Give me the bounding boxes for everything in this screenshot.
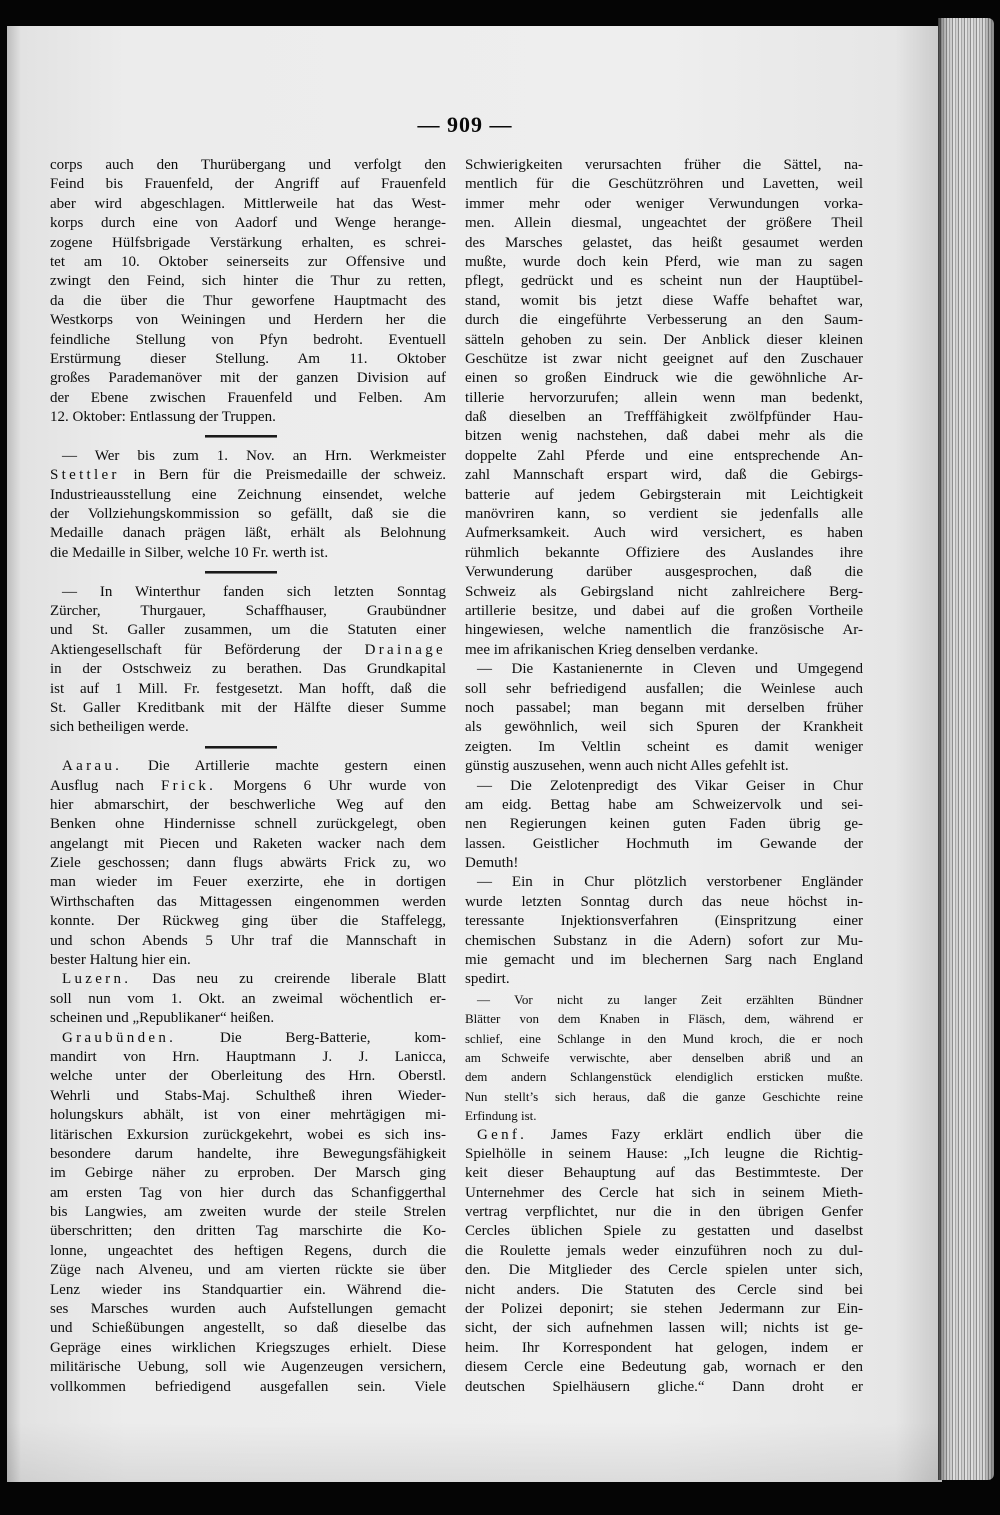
text-line: noch passabel; man begann mit derselben früher [465, 699, 863, 716]
text-line: mandirt von Hrn. Hauptmann J. J. Lanicca, [50, 1048, 446, 1065]
text-line: tet am 10. Oktober seinerseits zur Offensive und [50, 253, 446, 270]
text-line: soll sehr befriedigend ausfallen; die Weinlese auch [465, 680, 863, 697]
text-run: Die Berg-Batterie, kom- [176, 1029, 446, 1046]
text-line: bitzen wenig nachstehen, daß dabei mehr als die [465, 428, 863, 445]
book-page-edges [938, 18, 994, 1480]
spaced-dateline-word: Stettler [50, 467, 120, 484]
text-line: einen so großen Eindruck wie die gewöhnliche Ar- [465, 370, 863, 387]
text-line: 12. Oktober: Entlassung der Truppen. [50, 409, 276, 426]
text-line: lassen. Geistlicher Hochmuth im Gewande der [465, 835, 863, 852]
text-line: Verwunderung darüber ausgesprochen, daß die [465, 564, 863, 581]
text-line: bis Langwies, am zweiten wurde der steile Strelen [50, 1204, 446, 1221]
text-line: Geschütze ist zwar nicht geeignet auf den Zuschauer [465, 350, 863, 367]
article-paragraph [50, 583, 446, 738]
text-line: scheinen und „Republikaner“ heißen. [50, 1010, 275, 1027]
text-line: sicht, der sich aufnehmen lassen will; nichts ist ge- [465, 1320, 863, 1337]
text-line: litärischen Exkursion zurückgekehrt, wobei es sich ins- [50, 1126, 446, 1143]
text-line: soll nun vom 1. Okt. an zweimal wöchentlich er- [50, 990, 446, 1007]
text-line: durch die eingeführte Verbesserung an den Saum- [465, 312, 863, 329]
text-line: vollkommen befriedigend ausgefallen sein. Viele [50, 1378, 446, 1395]
text-line: men. Allein diesmal, ungeachtet der größere Theil [465, 215, 863, 232]
article-paragraph [50, 757, 446, 970]
text-line: teressante Injektionsverfahren (Einspritzung einer [465, 913, 863, 930]
text-line: aber wird abgeschlagen. Mittlerweile hat das West- [50, 195, 446, 212]
spaced-dateline-word: Aarau. [62, 758, 123, 775]
article-paragraph [50, 970, 446, 1028]
text-line: — In Winterthur fanden sich letzten Sonntag [62, 583, 446, 600]
text-run: Morgens 6 Uhr wurde von [216, 777, 446, 794]
text-line: chemischen Substanz in die Adern) sofort zur Mu- [465, 932, 863, 949]
text-line [50, 466, 446, 485]
text-line: — Ein in Chur plötzlich verstorbener Engländer [477, 874, 863, 891]
text-line: heim. Ihr Korrespondent hat gelogen, indem er [465, 1339, 863, 1356]
text-line: die Roulette jemals weder einzuführen noch zu dul- [465, 1242, 863, 1259]
text-line: Demuth! [465, 855, 519, 872]
text-line: bester Haltung hier ein. [50, 952, 191, 969]
text-line: Benken ohne Hindernisse schnell zurückgelegt, oben [50, 816, 446, 833]
text-line: batterie auf jedem Gebirgsterain mit Leichtigkeit [465, 486, 863, 503]
text-line: die Medaille in Silber, welche 10 Fr. werth ist. [50, 544, 329, 561]
text-line: mee im afrikanischen Krieg denselben verdanke. [465, 641, 759, 658]
text-line: nen Regierungen keinen guten Faden übrig ge- [465, 816, 863, 833]
text-line: Aufmerksamkeit. Auch wird versichert, es haben [465, 525, 863, 542]
text-line: mie gemacht und im blechernen Sarg nach England [465, 952, 863, 969]
text-line: wurde letzten Sonntag durch das neue höchst in- [465, 893, 863, 910]
spaced-dateline-word: Genf. [477, 1126, 528, 1143]
text-line: ses Marsches wurden auch Aufstellungen gemacht [50, 1301, 446, 1318]
text-line: Schwierigkeiten verursachten früher die Sättel, na- [465, 157, 863, 173]
text-line: Cercles üblichen Spiele zu gestatten und daselbst [465, 1223, 863, 1240]
article-paragraph [50, 1029, 446, 1397]
text-line: Erfindung ist. [465, 1108, 537, 1124]
text-run: in Bern für die Preismedaille der schweiz. [119, 467, 446, 484]
spaced-dateline-word: Graubünden. [62, 1029, 177, 1046]
article-paragraph [465, 660, 863, 776]
spaced-dateline-word: Drainage [364, 641, 446, 658]
text-line: hier abmarschirt, der beschwerliche Weg auf den [50, 796, 446, 813]
text-line: Feind bis Frauenfeld, der Angriff auf Frauenfeld [50, 176, 446, 193]
text-line: der Vollziehungskommission so gefällt, daß sie die [50, 506, 446, 523]
text-line: zahl Mannschaft erspart wird, daß die Gebirgs- [465, 467, 863, 484]
text-line: deutschen Spielhäusern gliche.“ Dann droht er [465, 1378, 863, 1395]
separator-line [205, 571, 277, 574]
text-line: Wehrli und Stabs-Maj. Schultheß ihren Wieder- [50, 1087, 446, 1104]
text-line: mentlich für die Geschützröhren und Lavetten, weil [465, 176, 863, 193]
text-line: daß dieselben an Trefffähigkeit zwölfpfünder Hau- [465, 409, 863, 426]
text-line: Nun stellt’s sich heraus, daß die ganze Geschichte reine [465, 1088, 863, 1104]
text-line: Westkorps von Weiningen und Herdern her die [50, 312, 446, 329]
text-line: holungskurs abhält, ist von einer mehrtägigen mi- [50, 1107, 446, 1124]
text-line: Medaille danach prägen läßt, erhält als Belohnung [50, 525, 446, 542]
text-line: Wirthschaften das Mittagessen eingenommen werden [50, 893, 446, 910]
text-line [50, 641, 446, 660]
text-line: den. Die Mitglieder des Cercle spielen unter sich, [465, 1262, 863, 1279]
text-run: Das neu zu creirende liberale Blatt [131, 971, 446, 988]
text-line: Lenz wieder ins Standquartier ein. Während die- [50, 1281, 446, 1298]
text-line: nicht anders. Die Statuten des Cercle sind bei [465, 1281, 863, 1298]
article-paragraph [465, 777, 863, 874]
text-line: hingewiesen, welche namentlich die französische Ar- [465, 622, 863, 639]
text-line: und Schießübungen angestellt, so daß dieselbe das [50, 1320, 446, 1337]
text-line: Industrieausstellung eine Zeichnung einsendet, welche [50, 486, 446, 503]
text-line: Schweiz als Gebirgsland nicht zahlreichere Berg- [465, 583, 863, 600]
small-print-paragraph [465, 990, 863, 1126]
text-line: artillerie besitze, und dabei auf die großen Vortheile [465, 602, 863, 619]
text-line: schlief, eine Schlange in den Mund kroch, die er noch [465, 1030, 863, 1046]
text-line: — Wer bis zum 1. Nov. an Hrn. Werkmeister [62, 447, 446, 464]
text-line: korps durch eine von Aadorf und Wenge herange- [50, 215, 446, 232]
article-paragraph [465, 1126, 863, 1397]
text-line: St. Galler Kreditbank mit der Hälfte dieser Summe [50, 699, 446, 716]
text-line: — Die Kastanienernte in Cleven und Umgegend [477, 661, 863, 678]
text-line: dem andern Schlangenstück elendiglich ersticken mußte. [465, 1069, 863, 1085]
text-line: und St. Galler zusammen, um die Statuten einer [50, 622, 446, 639]
text-line [50, 757, 446, 776]
article-paragraph [465, 873, 863, 989]
text-line: keit dieser Behauptung auf das Bestimmteste. Der [465, 1165, 863, 1182]
text-line: diesem Cercle eine Bedeutung gab, wornach er den [465, 1359, 863, 1376]
text-line: günstig auszusehen, wenn auch nicht Alles gefehlt ist. [465, 758, 789, 775]
article-paragraph [465, 156, 863, 660]
text-line: Unternehmer des Cercle hat sich in seinem Mieth- [465, 1184, 863, 1201]
text-line: sätteln gehoben zu sein. Der Anblick dieser kleinen [465, 331, 863, 348]
text-line: da die über die Thur geworfene Hauptmacht des [50, 292, 446, 309]
text-line [50, 970, 446, 989]
page-number-header: — 909 — [417, 112, 513, 137]
text-line: im Gebirge näher zu erproben. Der Marsch ging [50, 1165, 446, 1182]
text-line [50, 777, 446, 796]
text-line: überschritten; den dritten Tag marschirte die Ko- [50, 1223, 446, 1240]
text-line: — Die Zelotenpredigt des Vikar Geiser in Chur [477, 777, 863, 794]
left-column [50, 156, 446, 1397]
spaced-dateline-word: Frick. [161, 777, 217, 794]
text-run: Aktiengesellschaft für Beförderung der [50, 641, 365, 658]
text-line: immer mehr oder weniger Verwundungen vorka- [465, 195, 863, 212]
text-line: feindliche Stellung von Pfyn bedroht. Eventuell [50, 331, 446, 348]
text-line: großes Parademanöver mit der ganzen Division auf [50, 370, 446, 387]
spaced-dateline-word: Luzern. [62, 971, 132, 988]
text-line: in der Ostschweiz zu berathen. Das Grundkapital [50, 661, 446, 678]
text-line: Ziele geschossen; dann flugs abwärts Frick zu, wo [50, 855, 446, 872]
article-paragraph [50, 447, 446, 563]
text-line: des Marsches gelastet, das heißt gesaumet werden [465, 234, 863, 251]
text-run: James Fazy erklärt endlich über die [527, 1126, 863, 1143]
separator-rule [50, 738, 446, 757]
text-run: Die Artillerie machte gestern einen [122, 758, 446, 775]
text-line: Blätter von dem Knaben in Fläsch, dem, während er [465, 1011, 863, 1027]
text-line: am ersten Tag von hier durch das Schanfiggerthal [50, 1184, 446, 1201]
text-line: — Vor nicht zu langer Zeit erzählten Bündner [477, 991, 863, 1007]
text-line: konnte. Der Rückweg ging über die Staffelegg, [50, 913, 446, 930]
text-line: stand, womit bis jetzt diese Waffe behaftet war, [465, 292, 863, 309]
text-line: am eidg. Bettag habe am Schweizervolk und sei- [465, 796, 863, 813]
text-line: der Ebene zwischen Frauenfeld und Felben. Am [50, 389, 446, 406]
text-line: spedirt. [465, 971, 510, 988]
text-line: am Schweife verwischte, aber denselben abriß und an [465, 1049, 863, 1065]
text-line: corps auch den Thurübergang und verfolgt den [50, 157, 446, 173]
separator-line [205, 435, 277, 438]
text-line: zogene Hülfsbrigade Verstärkung erhalten, es schrei- [50, 234, 446, 251]
text-line: Züge nach Alveneu, und am vierten rückte sie über [50, 1262, 446, 1279]
text-line: zeigten. Im Veltlin scheint es damit weniger [465, 738, 863, 755]
text-line: Spielhölle in seinem Hause: „Ich leugne die Richtig- [465, 1145, 863, 1162]
text-line: Zürcher, Thurgauer, Schaffhauser, Graubündner [50, 602, 446, 619]
text-run: Ausflug nach [50, 777, 162, 794]
separator-rule [50, 563, 446, 582]
right-column [465, 156, 863, 1397]
text-line: militärische Uebung, soll wie Augenzeugen versichern, [50, 1359, 446, 1376]
text-line: der Polizei deponirt; sie stehen Jedermann zur Ein- [465, 1301, 863, 1318]
text-line [465, 1126, 863, 1145]
text-line: vertrag verpflichtet, nur die in den übrigen Genfer [465, 1204, 863, 1221]
text-line: lonne, ungeachtet des heftigen Regens, durch die [50, 1242, 446, 1259]
text-line: besondere darum handelte, ihre Bewegungsfähigkeit [50, 1145, 446, 1162]
text-line: als gewöhnlich, weil sich Spuren der Krankheit [465, 719, 863, 736]
text-line: pflegt, gedrückt und es scheint nun der Hauptübel- [465, 273, 863, 290]
text-line: zwingt den Feind, sich hinter die Thur zu retten, [50, 273, 446, 290]
text-line: tillerie hervorzurufen; allein wenn man bedenkt, [465, 389, 863, 406]
text-line [50, 1029, 446, 1048]
text-line: welche unter der Oberleitung des Hrn. Oberstl. [50, 1068, 446, 1085]
text-line: man wieder im Feuer exerzirte, ehe in dortigen [50, 874, 446, 891]
text-line: und schon Abends 5 Uhr traf die Mannschaft in [50, 932, 446, 949]
text-line: manövriren kann, so verdient sie jedenfalls alle [465, 506, 863, 523]
text-line: Gepräge eines wirklichen Kriegszuges erhielt. Diese [50, 1339, 446, 1356]
text-line: ist auf 1 Mill. Fr. festgesetzt. Man hofft, daß die [50, 680, 446, 697]
article-paragraph [50, 156, 446, 427]
text-line: rühmlich bekannte Offiziere des Auslandes ihre [465, 544, 863, 561]
text-line: angelangt mit Piecen und Raketen wacker nach dem [50, 835, 446, 852]
text-line: doppelte Zahl Pferde und eine entsprechende An- [465, 447, 863, 464]
separator-rule [50, 427, 446, 446]
separator-line [205, 746, 277, 749]
text-line: mußte, wurde doch kein Pferd, wie man zu sagen [465, 253, 863, 270]
text-line: Erstürmung dieser Stellung. Am 11. Oktober [50, 350, 446, 367]
text-line: sich betheiligen werde. [50, 719, 189, 736]
